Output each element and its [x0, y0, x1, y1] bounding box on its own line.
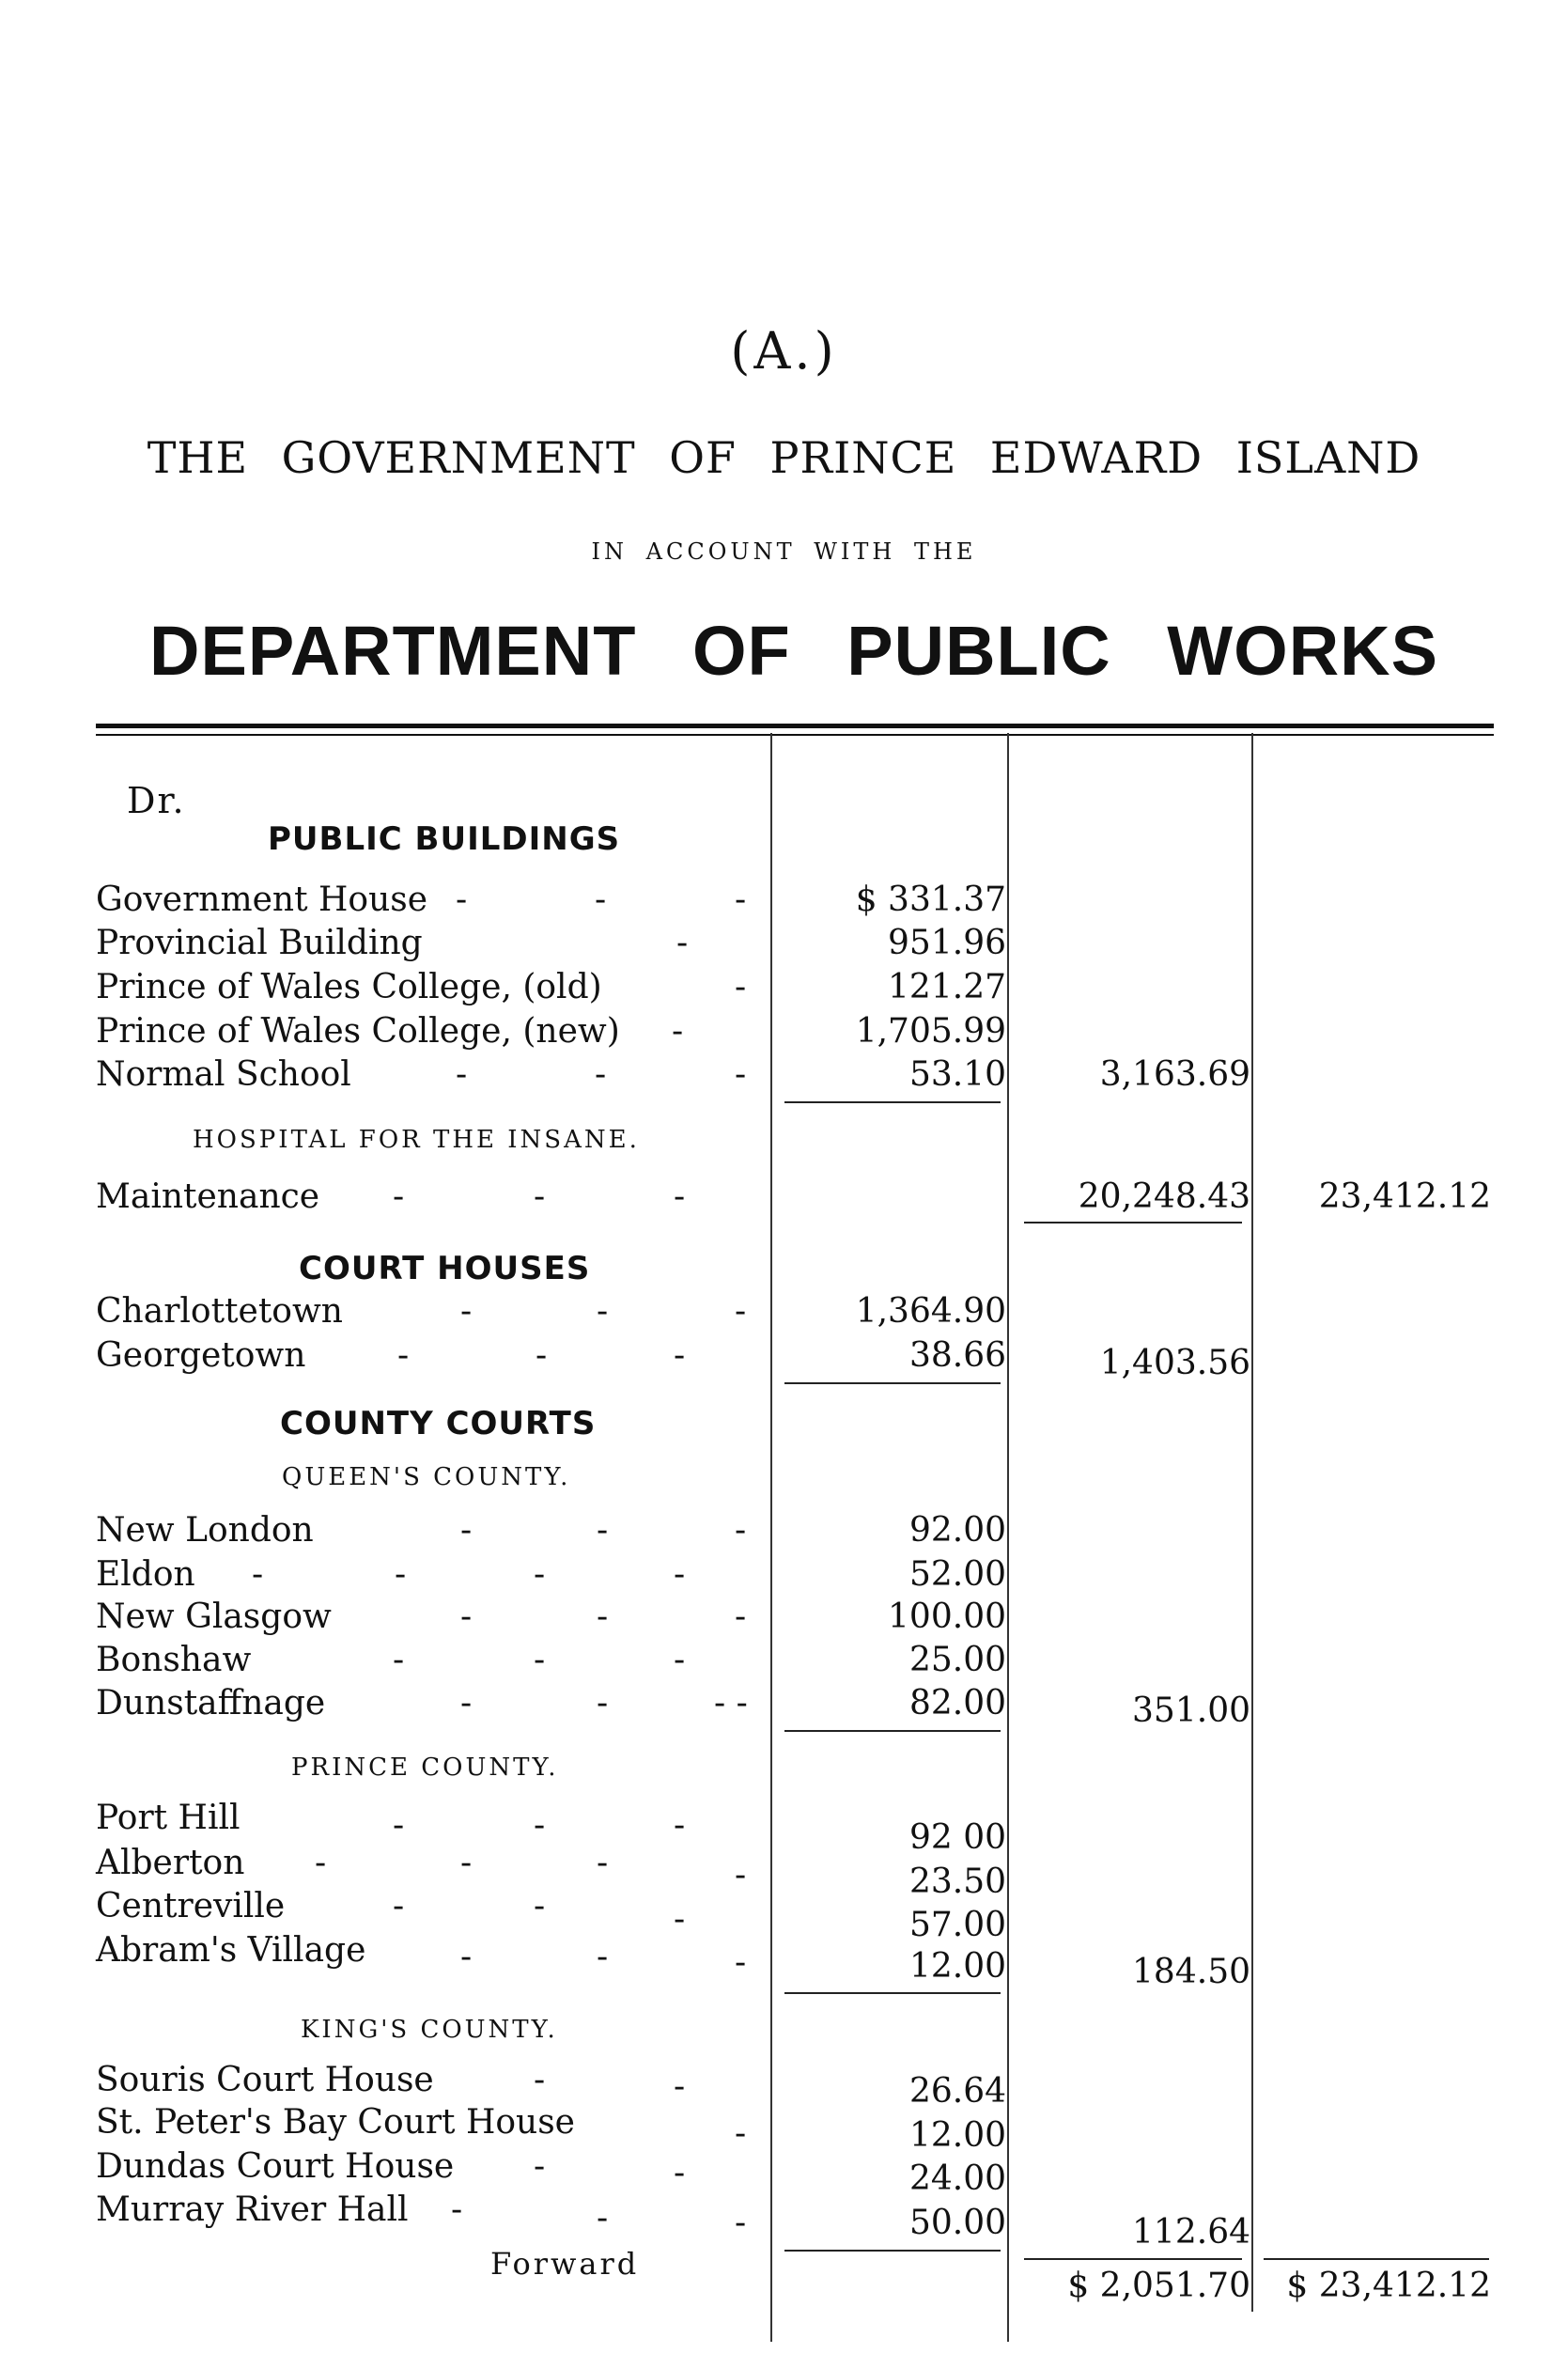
- leader-dash: -: [735, 1055, 747, 1094]
- row-label: Eldon: [96, 1555, 195, 1594]
- row-amount: 82.00: [908, 1684, 1006, 1722]
- leader-dash: -: [534, 2147, 546, 2186]
- in-account-line: IN ACCOUNT WITH THE: [591, 538, 977, 565]
- leader-dash: -: [597, 1684, 609, 1722]
- row-label: Prince of Wales College, (old): [96, 968, 602, 1006]
- leader-dash: -: [393, 1177, 405, 1216]
- row-label: St. Peter's Bay Court House: [96, 2103, 575, 2142]
- leader-dash: -: [735, 1511, 747, 1550]
- government-title: THE GOVERNMENT OF PRINCE EDWARD ISLAND: [147, 432, 1421, 483]
- leader-dash: -: [735, 2204, 747, 2242]
- row-label: Abram's Village: [96, 1931, 366, 1970]
- row-amount: 25.00: [908, 1641, 1006, 1679]
- row-amount: 12.00: [908, 2116, 1006, 2155]
- leader-dash: -: [534, 1806, 546, 1845]
- section-total: 351.00: [1132, 1691, 1250, 1730]
- section-heading-county-courts: COUNTY COURTS: [280, 1405, 597, 1442]
- row-label: Souris Court House: [96, 2061, 434, 2099]
- leader-dash: -: [597, 1844, 609, 1882]
- row-label: Centreville: [96, 1887, 286, 1925]
- row-amount: 92.00: [908, 1511, 1006, 1550]
- row-amount: 121.27: [888, 968, 1006, 1006]
- grand-total: 23,412.12: [1318, 1177, 1491, 1216]
- row-amount: 38.66: [908, 1336, 1006, 1375]
- leader-dash: -: [460, 1684, 473, 1722]
- leader-dash: -: [674, 1177, 686, 1216]
- row-label: Normal School: [96, 1055, 351, 1094]
- leader-dash: -: [534, 1887, 546, 1925]
- row-amount: 20,248.43: [1078, 1177, 1250, 1216]
- leader-dash: -: [735, 968, 747, 1006]
- subtotal-rule: [784, 1992, 1001, 1994]
- leader-dash: -: [534, 2061, 546, 2099]
- section-total: 3,163.69: [1099, 1055, 1250, 1094]
- leader-dash: -: [393, 1806, 405, 1845]
- row-label: Bonshaw: [96, 1641, 252, 1679]
- leader-dash: -: [460, 1938, 473, 1976]
- section-heading-hospital: HOSPITAL FOR THE INSANE.: [193, 1126, 640, 1154]
- leader-dash: -: [674, 2067, 686, 2106]
- row-label: Government House: [96, 881, 428, 919]
- row-amount: 26.64: [908, 2072, 1006, 2111]
- leader-dash: -: [460, 1511, 473, 1550]
- forward-rule: [1264, 2258, 1489, 2260]
- leader-dash: -: [735, 1943, 747, 1982]
- row-amount: 24.00: [908, 2159, 1006, 2198]
- forward-subtotal: $ 2,051.70: [1067, 2267, 1250, 2305]
- leader-dash: -: [735, 1856, 747, 1894]
- row-label: Murray River Hall: [96, 2190, 409, 2229]
- subheading-queens-county: QUEEN'S COUNTY.: [282, 1463, 571, 1491]
- leader-dash: -: [735, 881, 747, 919]
- debit-label: Dr.: [127, 780, 186, 821]
- leader-dash: -: [315, 1844, 327, 1882]
- subtotal-rule: [784, 1382, 1001, 1384]
- subtotal-rule: [784, 1730, 1001, 1732]
- leader-dash: -: [397, 1336, 410, 1375]
- leader-dash: -: [451, 2190, 463, 2229]
- leader-dash: -: [674, 1336, 686, 1375]
- leader-dash: -: [534, 1177, 546, 1216]
- row-amount: 23.50: [908, 1862, 1006, 1901]
- leader-dash: -: [460, 1598, 473, 1636]
- leader-dash: -: [460, 1292, 473, 1331]
- leader-dash: -: [674, 1900, 686, 1939]
- row-label: New London: [96, 1511, 314, 1550]
- leader-dash: -: [597, 1938, 609, 1976]
- subtotal-rule: [784, 2250, 1001, 2252]
- leader-dash: -: [674, 1641, 686, 1679]
- row-amount: 50.00: [908, 2204, 1006, 2242]
- leader-dash: -: [674, 1555, 686, 1594]
- leader-dash: -: [595, 881, 607, 919]
- row-amount: 57.00: [908, 1906, 1006, 1944]
- row-label: Prince of Wales College, (new): [96, 1012, 620, 1051]
- forward-rule: [1024, 2258, 1242, 2260]
- leader-dash: -: [534, 1555, 546, 1594]
- row-label: New Glasgow: [96, 1598, 332, 1636]
- subheading-prince-county: PRINCE COUNTY.: [291, 1753, 559, 1782]
- row-amount: 52.00: [908, 1555, 1006, 1594]
- leader-dash: -: [595, 1055, 607, 1094]
- leader-dash: -: [597, 2199, 609, 2237]
- row-amount: 951.96: [888, 924, 1006, 962]
- row-label: Port Hill: [96, 1799, 241, 1837]
- row-label: Dunstaffnage: [96, 1684, 326, 1722]
- subtotal-rule: [1024, 1222, 1242, 1223]
- column-divider-3: [1251, 733, 1253, 2312]
- row-amount: 12.00: [908, 1947, 1006, 1986]
- row-amount: 92 00: [908, 1818, 1006, 1857]
- header-rule-thin: [96, 734, 1494, 736]
- section-total: 1,403.56: [1099, 1344, 1250, 1382]
- leader-dash: -: [456, 881, 468, 919]
- subtotal-rule: [784, 1101, 1001, 1103]
- leader-dash: -: [672, 1012, 684, 1051]
- row-amount: 53.10: [908, 1055, 1006, 1094]
- row-label: Provincial Building: [96, 924, 423, 962]
- row-label: Georgetown: [96, 1336, 306, 1375]
- row-amount: 1,364.90: [855, 1292, 1006, 1331]
- leader-dash: -: [674, 2154, 686, 2192]
- section-total: 112.64: [1132, 2213, 1250, 2252]
- row-label: Alberton: [96, 1844, 245, 1882]
- leader-dash: -: [393, 1887, 405, 1925]
- department-title: DEPARTMENT OF PUBLIC WORKS: [149, 612, 1438, 690]
- header-rule-thick: [96, 724, 1494, 728]
- column-divider-1: [770, 733, 772, 2342]
- leader-dash: -: [395, 1555, 407, 1594]
- leader-dash: -: [597, 1292, 609, 1331]
- section-heading-court-houses: COURT HOUSES: [299, 1250, 591, 1287]
- leader-dash: -: [674, 1806, 686, 1845]
- leader-dash: - -: [714, 1684, 748, 1722]
- leader-dash: -: [676, 924, 689, 962]
- row-amount: 100.00: [888, 1598, 1006, 1636]
- leader-dash: -: [735, 1598, 747, 1636]
- subheading-kings-county: KING'S COUNTY.: [301, 2016, 558, 2044]
- leader-dash: -: [597, 1511, 609, 1550]
- row-amount: $ 331.37: [855, 881, 1006, 919]
- leader-dash: -: [735, 2114, 747, 2153]
- forward-grand-total: $ 23,412.12: [1286, 2267, 1491, 2305]
- leader-dash: -: [460, 1844, 473, 1882]
- row-label: Dundas Court House: [96, 2147, 455, 2186]
- column-divider-2: [1007, 733, 1009, 2342]
- section-heading-public-buildings: PUBLIC BUILDINGS: [268, 820, 621, 858]
- leader-dash: -: [534, 1641, 546, 1679]
- row-label: Maintenance: [96, 1177, 320, 1216]
- leader-dash: -: [252, 1555, 264, 1594]
- schedule-tag: (A.): [730, 321, 838, 381]
- leader-dash: -: [393, 1641, 405, 1679]
- leader-dash: -: [536, 1336, 548, 1375]
- row-amount: 1,705.99: [855, 1012, 1006, 1051]
- row-label: Charlottetown: [96, 1292, 343, 1331]
- leader-dash: -: [735, 1292, 747, 1331]
- section-total: 184.50: [1132, 1953, 1250, 1991]
- leader-dash: -: [597, 1598, 609, 1636]
- forward-label: Forward: [490, 2246, 640, 2282]
- leader-dash: -: [456, 1055, 468, 1094]
